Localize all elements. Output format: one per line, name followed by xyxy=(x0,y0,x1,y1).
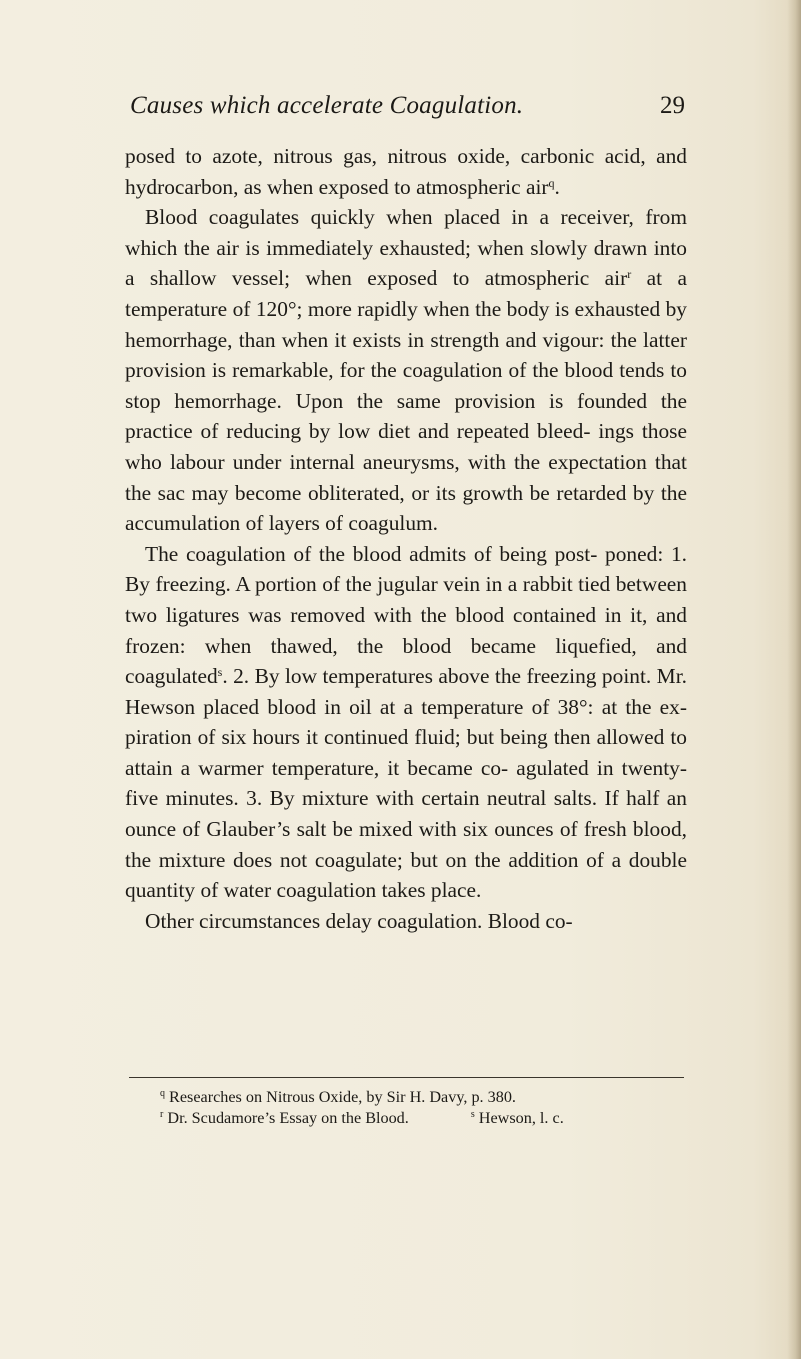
footnote-text-r: Dr. Scudamore’s Essay on the Blood. xyxy=(163,1109,409,1127)
page-header xyxy=(130,92,685,132)
paragraph-4-text: Other circumstances delay coagulation. Blood co- xyxy=(145,908,573,933)
footnote-q xyxy=(160,1087,700,1108)
footnote-ref-q: q xyxy=(548,175,555,190)
footnote-text-q: Researches on Nitrous Oxide, by Sir H. Davy, p. 380. xyxy=(165,1088,516,1106)
footnote-rule xyxy=(129,1077,684,1078)
footnote-line-2 xyxy=(160,1108,700,1129)
paragraph-3-text-b: . 2. By low temperatures above the freezing point. Mr. Hewson placed blood in oil at a temperature of 38°: at the ex- piration of six hours it continued fluid; but being then allowed to attain a warmer temperature, it became co- agulated in twenty-five minutes. 3. By mixture with certain neutral salts. If half an ounce of Glauber’s salt be mixed with six ounces of fresh blood, the mixture does not coagulate; but on the addition of a double quantity of water coagulation takes place. xyxy=(125,664,687,903)
paragraph-1-text-b: . xyxy=(554,174,560,199)
footnote-ref-r: r xyxy=(627,267,632,282)
paragraph-1 xyxy=(125,141,687,202)
footnote-mark-s: s xyxy=(470,1109,475,1120)
footnote-ref-s: s xyxy=(217,665,223,680)
paragraph-4 xyxy=(125,906,687,937)
paragraph-2-text-b: at a temperature of 120°; more rapidly when the body is exhausted by hemorrhage, than when it exists in strength and vigour: the latter provision is remarkable, for the coagulation of the blood tends to stop hemorrhage. Upon the same provision is founded the practice of reducing by low diet and repeated bleed- ings those who labour under internal aneurysms, with the expectation that the sac may become obliterated, or its growth be retarded by the accumulation of layers of coagulum. xyxy=(125,266,687,536)
paragraph-3 xyxy=(125,539,687,906)
paragraph-2-text-a: Blood coagulates quickly when placed in a receiver, from which the air is immediately exhausted; when slowly drawn into a shallow vessel; when exposed to atmospheric air xyxy=(125,205,687,291)
running-title: Causes which accelerate Coagulation. xyxy=(130,92,524,119)
page-number: 29 xyxy=(660,92,685,119)
paragraph-2 xyxy=(125,202,687,539)
page-edge-shadow xyxy=(787,0,801,1359)
footnotes xyxy=(160,1087,700,1129)
footnote-text-s: Hewson, l. c. xyxy=(474,1109,564,1127)
footnote-mark-r: r xyxy=(160,1109,164,1120)
paragraph-1-text-a: posed to azote, nitrous gas, nitrous oxide, carbonic acid, and hydrocarbon, as when exposed to atmospheric air xyxy=(125,144,687,199)
body-text xyxy=(125,141,687,936)
paragraph-3-text-a: The coagulation of the blood admits of being post- poned: 1. By freezing. A portion of the jugular vein in a rabbit tied between two ligatures was removed with the blood contained in it, and frozen: when thawed, the blood became liquefied, and coagulated xyxy=(125,541,687,689)
footnote-mark-q: q xyxy=(160,1088,165,1099)
